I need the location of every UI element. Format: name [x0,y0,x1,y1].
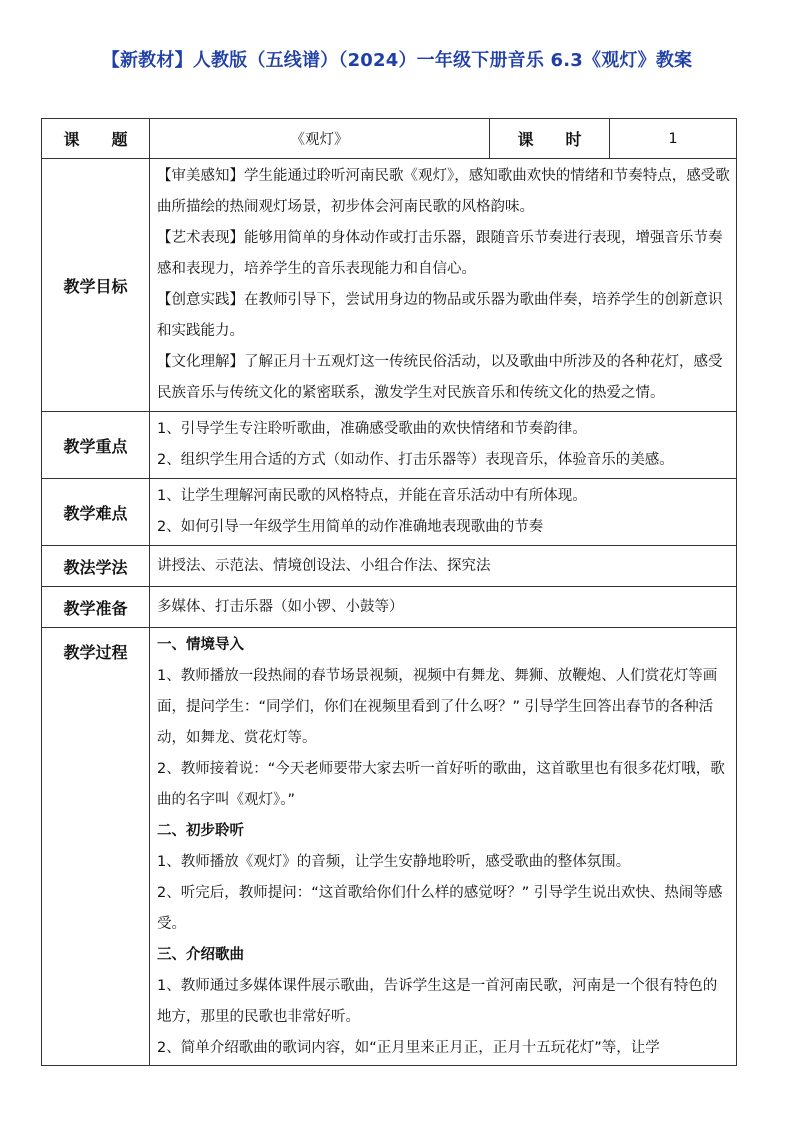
difficulties-row [42,479,737,546]
preparation-label: 教学准备 [42,587,150,628]
section-heading: 三、介绍歌曲 [157,947,244,963]
process-label: 教学过程 [42,628,150,1066]
key-points-content [150,412,737,479]
goal-item: 【审美感知】学生能通过聆听河南民歌《观灯》，感知歌曲欢快的情绪和节奏特点，感受歌曲所描绘的热闹观灯场景，初步体会河南民歌的风格韵味。 [157,168,730,215]
header-row [42,119,737,159]
methods-content: 讲授法、示范法、情境创设法、小组合作法、探究法 [150,546,737,587]
list-item: 2、如何引导一年级学生用简单的动作准确地表现歌曲的节奏 [157,519,544,535]
subject-label: 课 题 [42,119,150,159]
list-item: 2、教师接着说：“今天老师要带大家去听一首好听的歌曲，这首歌里也有很多花灯哦，歌曲的名字叫《观灯》。” [157,761,725,808]
list-item: 1、教师播放《观灯》的音频，让学生安静地聆听，感受歌曲的整体氛围。 [157,854,631,870]
goal-item: 【艺术表现】能够用简单的身体动作或打击乐器，跟随音乐节奏进行表现，增强音乐节奏感和表现力，培养学生的音乐表现能力和自信心。 [157,230,723,277]
preparation-content: 多媒体、打击乐器（如小锣、小鼓等） [150,587,737,628]
list-item: 1、教师通过多媒体课件展示歌曲，告诉学生这是一首河南民歌，河南是一个很有特色的地方，那里的民歌也非常好听。 [157,978,718,1025]
list-item: 2、听完后，教师提问：“这首歌给你们什么样的感觉呀？” 引导学生说出欢快、热闹等感受。 [157,885,723,932]
document-title: 【新教材】人教版（五线谱）（2024）一年级下册音乐 6.3《观灯》教案 [101,50,693,71]
goals-row [42,159,737,412]
list-item: 2、组织学生用合适的方式（如动作、打击乐器等）表现音乐，体验音乐的美感。 [157,452,674,468]
process-row [42,628,737,1066]
list-item: 1、教师播放一段热闹的春节场景视频，视频中有舞龙、舞狮、放鞭炮、人们赏花灯等画面，提问学生：“同学们，你们在视频里看到了什么呀？” 引导学生回答出春节的各种活动，如舞龙、赏花灯等。 [157,668,718,746]
process-content [150,628,737,1066]
goal-item: 【文化理解】了解正月十五观灯这一传统民俗活动，以及歌曲中所涉及的各种花灯，感受民族音乐与传统文化的紧密联系，激发学生对民族音乐和传统文化的热爱之情。 [157,354,723,401]
list-item: 1、引导学生专注聆听歌曲，准确感受歌曲的欢快情绪和节奏韵律。 [157,421,587,437]
key-points-row [42,412,737,479]
list-item: 1、让学生理解河南民歌的风格特点，并能在音乐活动中有所体现。 [157,488,587,504]
subject-value: 《观灯》 [150,119,490,159]
list-item: 2、简单介绍歌曲的歌词内容，如“正月里来正月正，正月十五玩花灯”等，让学 [157,1040,660,1056]
lesson-plan-table [41,118,737,1066]
key-points-label: 教学重点 [42,412,150,479]
goals-content [150,159,737,412]
methods-label: 教法学法 [42,546,150,587]
methods-row [42,546,737,587]
goal-item: 【创意实践】在教师引导下，尝试用身边的物品或乐器为歌曲伴奏，培养学生的创新意识和实践能力。 [157,292,723,339]
section-heading: 二、初步聆听 [157,823,244,839]
section-heading: 一、情境导入 [157,637,244,653]
difficulties-label: 教学难点 [42,479,150,546]
difficulties-content [150,479,737,546]
period-label: 课 时 [490,119,610,159]
goals-label: 教学目标 [42,159,150,412]
period-value: 1 [610,119,737,159]
preparation-row [42,587,737,628]
process-body [157,630,731,1060]
